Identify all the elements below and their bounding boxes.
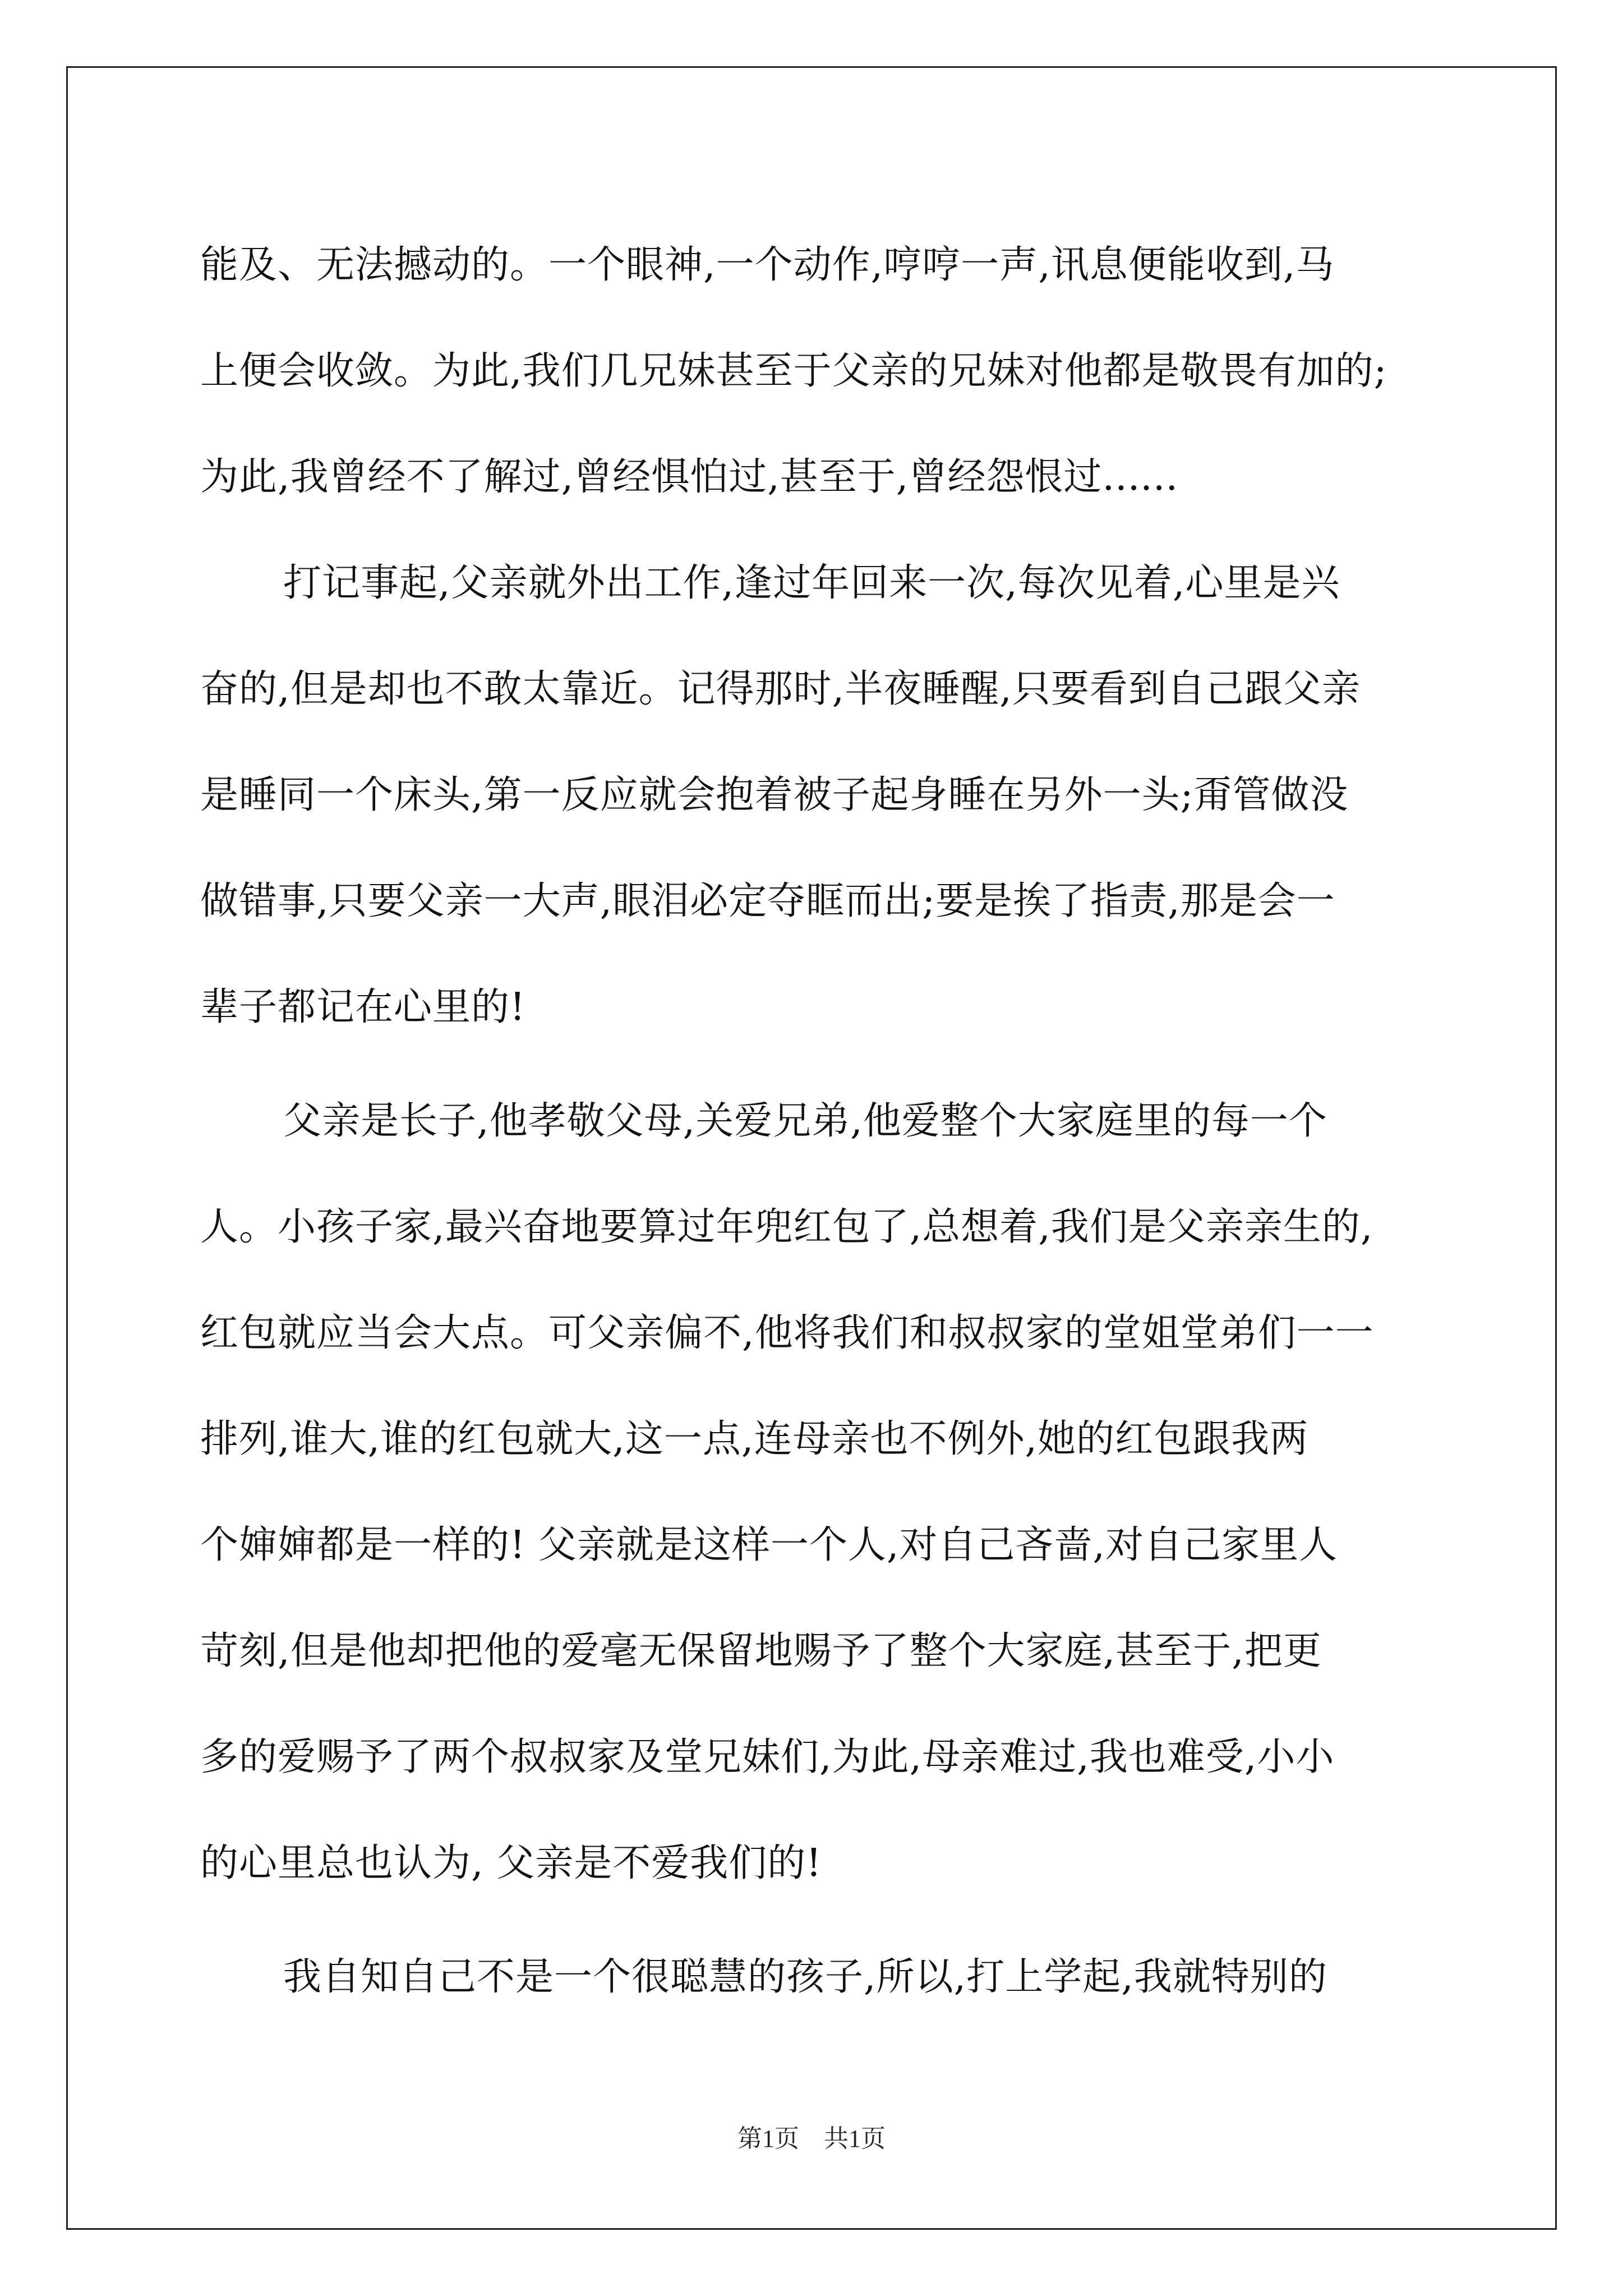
text-line: 能及、无法撼动的。一个眼神,一个动作,哼哼一声,讯息便能收到,马: [200, 243, 1335, 287]
paragraph-start-line: 我自知自己不是一个很聪慧的孩子,所以,打上学起,我就特别的: [283, 1955, 1327, 1999]
text-line: 做错事,只要父亲一大声,眼泪必定夺眶而出;要是挨了指责,那是会一: [200, 879, 1335, 923]
text-line: 个婶婶都是一样的! 父亲就是这样一个人,对自己吝啬,对自己家里人: [200, 1523, 1338, 1567]
text-line: 排列,谁大,谁的红包就大,这一点,连母亲也不例外,她的红包跟我两: [200, 1417, 1309, 1461]
page-number-footer: 第1页 共1页: [737, 2125, 886, 2152]
text-line: 多的爱赐予了两个叔叔家及堂兄妹们,为此,母亲难过,我也难受,小小: [200, 1735, 1335, 1779]
document-body: [200, 212, 1440, 2030]
paragraph-start-line: 打记事起,父亲就外出工作,逢过年回来一次,每次见着,心里是兴: [283, 561, 1340, 605]
text-line: 苛刻,但是他却把他的爱毫无保留地赐予了整个大家庭,甚至于,把更: [200, 1629, 1322, 1673]
paragraph-start-line: 父亲是长子,他孝敬父母,关爱兄弟,他爱整个大家庭里的每一个: [283, 1099, 1327, 1143]
text-line: 奋的,但是却也不敢太靠近。记得那时,半夜睡醒,只要看到自己跟父亲: [200, 667, 1361, 711]
text-line: 为此,我曾经不了解过,曾经惧怕过,甚至于,曾经怨恨过......: [200, 455, 1179, 499]
text-line: 是睡同一个床头,第一反应就会抱着被子起身睡在另外一头;甭管做没: [200, 773, 1349, 817]
text-line: 人。小孩子家,最兴奋地要算过年兜红包了,总想着,我们是父亲亲生的,: [200, 1205, 1373, 1249]
text-line: 的心里总也认为, 父亲是不爱我们的!: [200, 1841, 822, 1885]
text-line: 红包就应当会大点。可父亲偏不,他将我们和叔叔家的堂姐堂弟们一一: [200, 1311, 1374, 1355]
text-line: 上便会收敛。为此,我们几兄妹甚至于父亲的兄妹对他都是敬畏有加的;: [200, 349, 1387, 393]
text-line: 辈子都记在心里的!: [200, 985, 526, 1029]
